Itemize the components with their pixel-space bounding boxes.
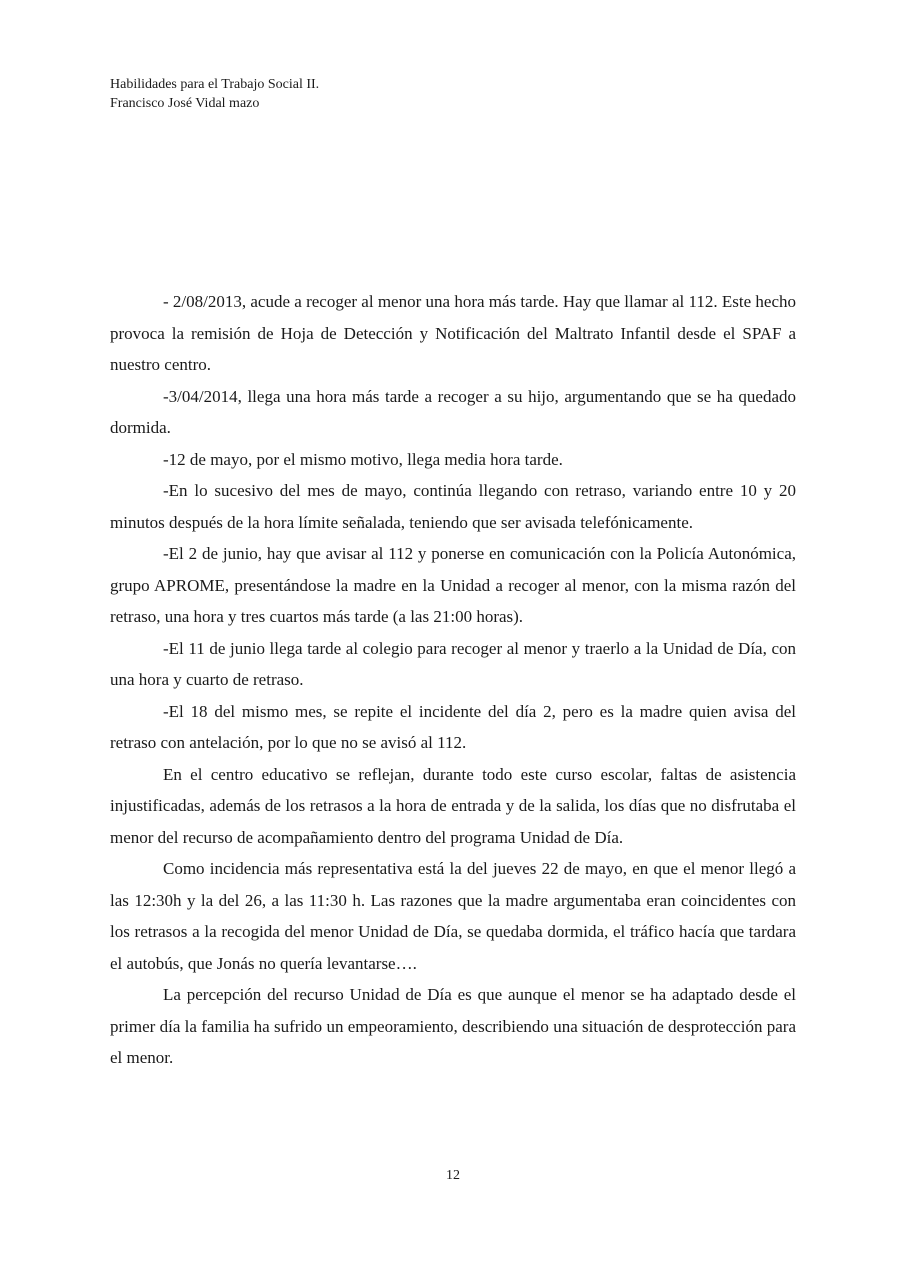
page-header [110, 75, 319, 113]
header-course-title: Habilidades para el Trabajo Social II. [110, 77, 320, 92]
paragraph: -3/04/2014, llega una hora más tarde a recoger a su hijo, argumentando que se ha quedado dormida. [110, 386, 796, 437]
page-number: 12 [446, 1168, 460, 1183]
paragraph: En el centro educativo se reflejan, durante todo este curso escolar, faltas de asistencia injustificadas, además de los retrasos a la hora de entrada y de la salida, los días que no disfrutaba el menor del recurso de acompañamiento dentro del programa Unidad de Día. [110, 764, 796, 847]
paragraph: -En lo sucesivo del mes de mayo, continúa llegando con retraso, variando entre 10 y 20 minutos después de la hora límite señalada, teniendo que ser avisada telefónicamente. [110, 481, 796, 532]
paragraph: La percepción del recurso Unidad de Día es que aunque el menor se ha adaptado desde el primer día la familia ha sufrido un empeoramiento, describiendo una situación de desprotección para el menor. [110, 985, 796, 1067]
paragraph: -El 11 de junio llega tarde al colegio para recoger al menor y traerlo a la Unidad de Día, con una hora y cuarto de retraso. [110, 638, 796, 689]
paragraph: Como incidencia más representativa está la del jueves 22 de mayo, en que el menor llegó a las 12:30h y la del 26, a las 11:30 h. Las razones que la madre argumentaba eran coincidentes con los retrasos a la recogida del menor Unidad de Día, se quedaba dormida, el tráfico hacía que tardara el autobús, que Jonás no quería levantarse…. [110, 859, 796, 973]
document-body [110, 286, 796, 1074]
header-author: Francisco José Vidal mazo [110, 96, 260, 111]
paragraph: -12 de mayo, por el mismo motivo, llega media hora tarde. [163, 449, 563, 469]
paragraph: -El 18 del mismo mes, se repite el incidente del día 2, pero es la madre quien avisa del retraso con antelación, por lo que no se avisó al 112. [110, 701, 796, 752]
paragraph: -El 2 de junio, hay que avisar al 112 y ponerse en comunicación con la Policía Autonómica, grupo APROME, presentándose la madre en la Unidad a recoger al menor, con la misma razón del retraso, una hora y tres cuartos más tarde (a las 21:00 horas). [110, 544, 796, 626]
paragraph: - 2/08/2013, acude a recoger al menor una hora más tarde. Hay que llamar al 112. Este hecho provoca la remisión de Hoja de Detección y Notificación del Maltrato Infantil desde el SPAF a nuestro centro. [110, 292, 796, 374]
